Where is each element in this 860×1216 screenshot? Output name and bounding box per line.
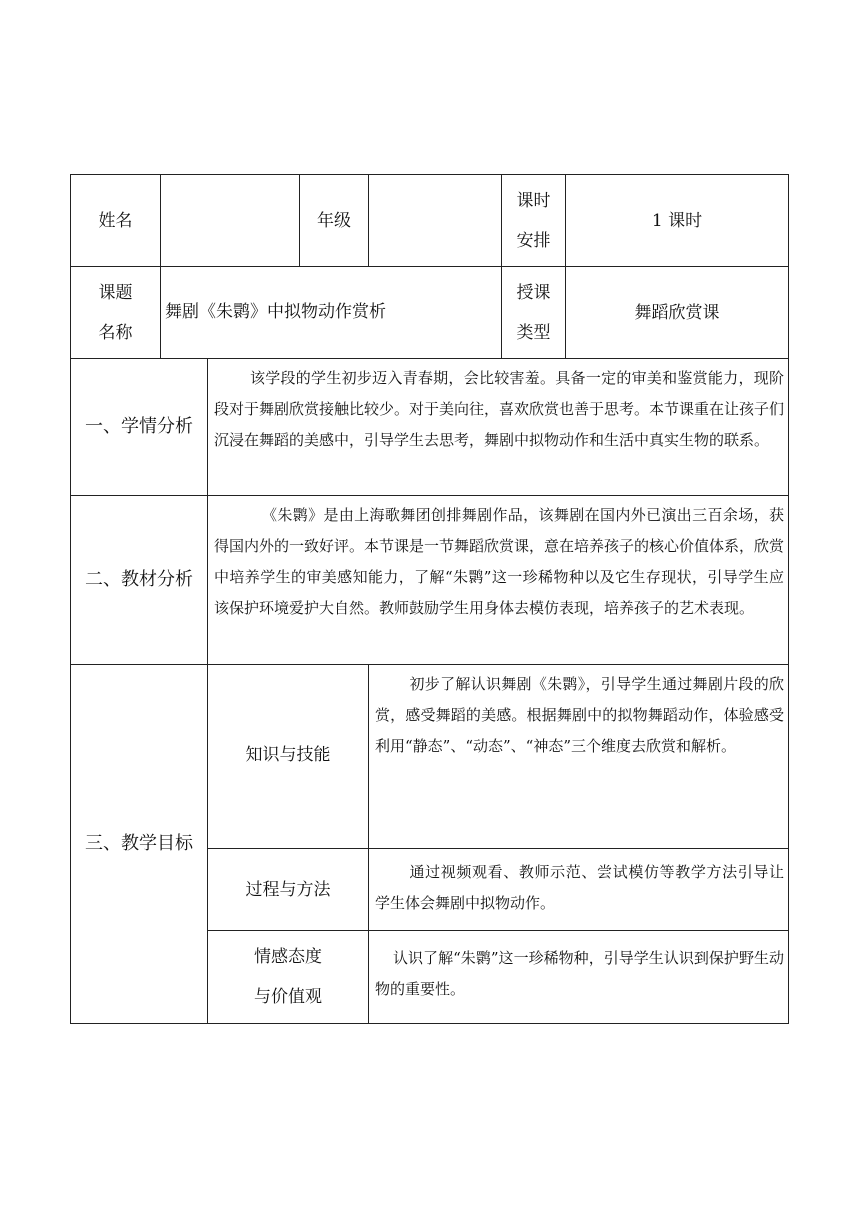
emotion-label-cell xyxy=(207,930,369,1024)
name-value-cell xyxy=(160,174,300,267)
topic-value: 舞剧《朱鹮》中拟物动作赏析 xyxy=(165,301,386,322)
material-analysis-text: 《朱鹮》是由上海歌舞团创排舞剧作品，该舞剧在国内外已演出三百余场，获得国内外的一致好评。本节课是一节舞蹈欣赏课，意在培养孩子的核心价值体系，欣赏中培养学生的审美感知能力，了解“朱鹮”这一珍稀物种以及它生存现状，引导学生应该保护环境爱护大自然。教师鼓励学生用身体去模仿表现，培养孩子的艺术表现。 xyxy=(214,506,785,617)
topic-value-cell xyxy=(160,266,502,359)
period-value-cell xyxy=(565,174,789,267)
emotion-label-line1: 情感态度 xyxy=(254,947,322,967)
period-value: 1 课时 xyxy=(651,210,703,231)
process-label-cell xyxy=(207,848,369,931)
period-label-line1: 课时 xyxy=(516,190,551,211)
material-analysis-label-cell xyxy=(70,495,208,665)
knowledge-text: 初步了解认识舞剧《朱鹮》，引导学生通过舞剧片段的欣赏，感受舞蹈的美感。根据舞剧中的拟物舞蹈动作，体验感受利用“静态”、“动态”、“神态”三个维度去欣赏和解析。 xyxy=(375,675,784,755)
grade-label: 年级 xyxy=(317,210,351,231)
name-label: 姓名 xyxy=(98,210,133,231)
topic-label-line1: 课题 xyxy=(98,282,133,303)
material-analysis-text-cell xyxy=(207,495,789,665)
student-analysis-label-cell xyxy=(70,358,208,496)
material-analysis-label: 二、教材分析 xyxy=(85,569,193,590)
process-label: 过程与方法 xyxy=(245,879,331,900)
name-label-cell xyxy=(70,174,161,267)
type-label-cell xyxy=(501,266,566,359)
process-text-cell xyxy=(368,848,789,931)
grade-value-cell xyxy=(368,174,502,267)
emotion-text: 认识了解“朱鹮”这一珍稀物种，引导学生认识到保护野生动物的重要性。 xyxy=(375,949,784,998)
type-value: 舞蹈欣赏课 xyxy=(634,302,720,323)
emotion-label-line2: 与价值观 xyxy=(254,987,322,1007)
emotion-text-cell xyxy=(368,930,789,1024)
topic-label-cell xyxy=(70,266,161,359)
period-label-cell xyxy=(501,174,566,267)
type-label-line2: 类型 xyxy=(516,322,551,343)
topic-label-line2: 名称 xyxy=(98,322,133,343)
teaching-goals-label: 三、教学目标 xyxy=(85,833,193,854)
knowledge-text-cell xyxy=(368,664,789,849)
period-label-line2: 安排 xyxy=(516,230,551,251)
grade-label-cell xyxy=(299,174,369,267)
knowledge-label-cell xyxy=(207,664,369,849)
type-value-cell xyxy=(565,266,789,359)
teaching-goals-label-cell xyxy=(70,664,208,1024)
process-text: 通过视频观看、教师示范、尝试模仿等教学方法引导让学生体会舞剧中拟物动作。 xyxy=(375,863,784,912)
type-label-line1: 授课 xyxy=(516,282,551,303)
student-analysis-text-cell xyxy=(207,358,789,496)
knowledge-label: 知识与技能 xyxy=(245,744,331,765)
student-analysis-label: 一、学情分析 xyxy=(85,416,193,437)
student-analysis-text: 该学段的学生初步迈入青春期，会比较害羞。具备一定的审美和鉴赏能力，现阶段对于舞剧欣赏接触比较少。对于美向往，喜欢欣赏也善于思考。本节课重在让孩子们沉浸在舞蹈的美感中，引导学生去思考，舞剧中拟物动作和生活中真实生物的联系。 xyxy=(214,369,785,449)
